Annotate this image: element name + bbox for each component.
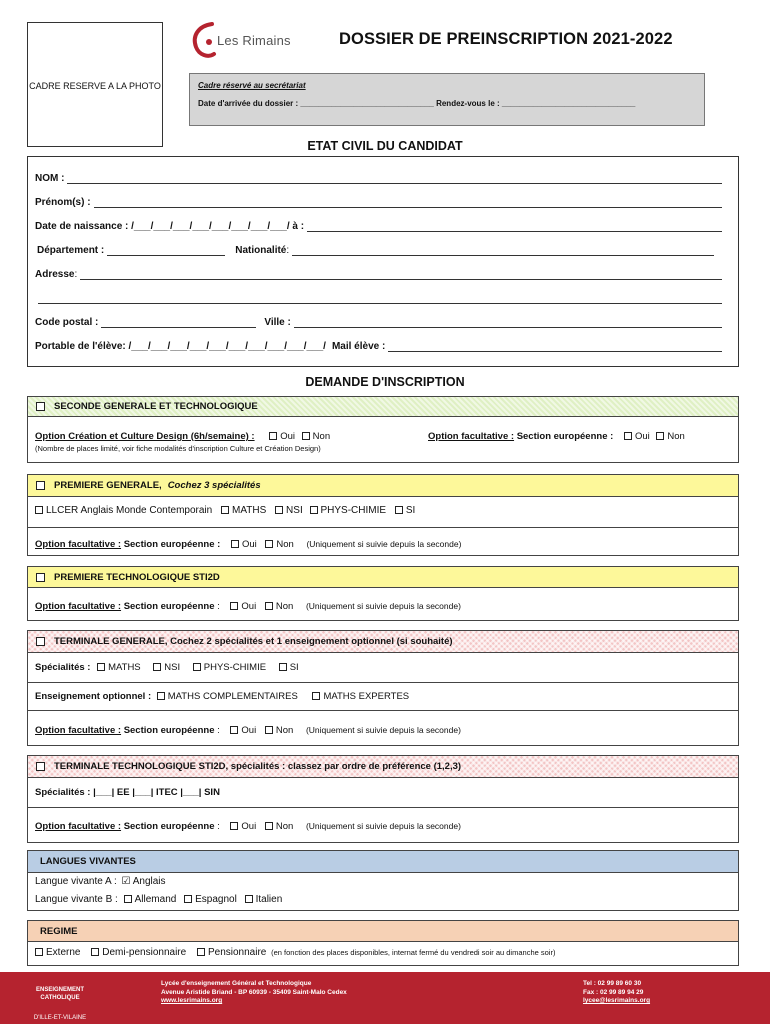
etat-civil-box [27, 156, 739, 367]
naissance-label: Date de naissance : /___/___/___/___/___/___/___/___/ à : [35, 221, 305, 232]
footer-tel: Tel : 02 99 89 60 30 [583, 980, 642, 987]
tg-maths-exp-label: MATHS EXPERTES [323, 691, 410, 702]
ccd-non[interactable] [302, 431, 330, 442]
mail-line[interactable] [388, 342, 722, 352]
premiere-gen-facult-row [35, 539, 731, 550]
terminale-gen-title: TERMINALE GENERALE, Cochez 2 spécialités et 1 enseignement optionnel (si souhaité) [54, 636, 453, 647]
code-postal-line[interactable] [101, 318, 256, 328]
nom-field[interactable] [35, 170, 722, 184]
pt-euro-non-label: Non [275, 601, 294, 612]
tg-divider-2 [28, 710, 738, 711]
premiere-techno-header[interactable] [27, 566, 739, 588]
tg-spec-si-label: SI [289, 662, 299, 673]
prenom-label: Prénom(s) : [35, 197, 91, 208]
adresse-line-2-rule[interactable] [38, 294, 722, 304]
lvb-label: Langue vivante B : [35, 894, 118, 905]
tg-divider-1 [28, 682, 738, 683]
tt-facult-row [35, 821, 731, 832]
regime-note: (en fonction des places disponibles, internat fermé du vendredi soir au dimanche soir) [271, 948, 556, 957]
premiere-gen-specialites [35, 505, 731, 516]
tg-spec-si-checkbox[interactable] [279, 663, 287, 671]
adresse-line-2[interactable] [38, 290, 722, 304]
spec-llcer-label: LLCER Anglais Monde Contemporain [46, 505, 213, 516]
pt-note: (Uniquement si suivie depuis la seconde) [305, 601, 461, 611]
premiere-gen-body [27, 497, 739, 556]
naissance-line[interactable] [307, 222, 722, 232]
regime-demi-label: Demi-pensionnaire [102, 947, 187, 958]
tg-specialites-row [35, 662, 731, 673]
terminale-gen-header[interactable] [27, 630, 739, 653]
regime-pension[interactable] [197, 947, 266, 958]
terminale-techno-header[interactable] [27, 755, 739, 778]
pt-euro-oui-checkbox[interactable] [230, 602, 238, 610]
terminale-techno-title: TERMINALE TECHNOLOGIQUE STI2D, spécialités : classez par ordre de préférence (1,2,3) [54, 761, 462, 772]
tt-euro-non-label: Non [275, 821, 294, 832]
footer-email-link[interactable]: lycee@lesrimains.org [583, 997, 651, 1004]
tg-euro-oui-checkbox[interactable] [230, 726, 238, 734]
langues-header [27, 850, 739, 873]
tg-maths-exp[interactable] [312, 691, 409, 702]
tt-euro-oui[interactable] [230, 821, 256, 832]
tt-specialites-row[interactable]: Spécialités : |___| EE |___| ITEC |___| SIN [35, 787, 220, 798]
pg-euro-non-checkbox[interactable] [265, 540, 273, 548]
tg-spec-maths-checkbox[interactable] [97, 663, 105, 671]
tt-facult-colon: : [214, 821, 220, 832]
tg-note: (Uniquement si suivie depuis la seconde) [305, 725, 461, 735]
regime-body [27, 942, 739, 966]
regime-demi-checkbox[interactable] [91, 948, 99, 956]
pt-euro-non[interactable] [265, 601, 293, 612]
tg-euro-oui[interactable] [230, 725, 256, 736]
premiere-gen-facult-label: Option facultative : [35, 539, 122, 550]
tt-euro-non-checkbox[interactable] [265, 822, 273, 830]
tg-facult-row [35, 725, 731, 736]
prenom-line[interactable] [94, 198, 722, 208]
seconde-body [27, 417, 739, 463]
premiere-gen-header[interactable] [27, 474, 739, 497]
spec-maths[interactable] [221, 505, 266, 516]
lvb-allemand-checkbox[interactable] [124, 895, 132, 903]
ccd-option-label: Option Création et Culture Design (6h/semaine) : [35, 431, 255, 442]
tg-spec-si[interactable] [279, 662, 299, 673]
tg-spec-maths-label: MATHS [108, 662, 141, 673]
pt-euro-non-checkbox[interactable] [265, 602, 273, 610]
nom-line[interactable] [67, 174, 722, 184]
regime-externe-checkbox[interactable] [35, 948, 43, 956]
lvb-allemand-label: Allemand [134, 894, 177, 905]
tg-spec-nsi[interactable] [153, 662, 180, 673]
tg-maths-comp-label: MATHS COMPLEMENTAIRES [167, 691, 298, 702]
seconde-euro-non-checkbox[interactable] [656, 432, 664, 440]
photo-frame-label: CADRE RESERVE A LA PHOTO [29, 81, 161, 91]
spec-physchimie[interactable] [310, 505, 387, 516]
tg-maths-comp[interactable] [157, 691, 298, 702]
langues-title: LANGUES VIVANTES [40, 856, 136, 867]
lva-anglais[interactable] [122, 876, 166, 887]
premiere-gen-checkbox[interactable] [36, 481, 45, 490]
tg-maths-comp-checkbox[interactable] [157, 692, 165, 700]
ccd-non-label: Non [312, 431, 331, 442]
ccd-oui[interactable] [269, 431, 295, 442]
regime-header [27, 920, 739, 942]
tg-spec-nsi-label: NSI [164, 662, 181, 673]
spec-si-checkbox[interactable] [395, 506, 403, 514]
regime-pension-checkbox[interactable] [197, 948, 205, 956]
footer-lycee: Lycée d'enseignement Général et Technologique [161, 980, 312, 987]
tg-spec-maths[interactable] [97, 662, 141, 673]
photo-frame [27, 22, 163, 147]
premiere-techno-title: PREMIERE TECHNOLOGIQUE STI2D [54, 571, 220, 583]
checked-box-icon[interactable]: ☑ [121, 876, 131, 887]
secretariat-line: Date d'arrivée du dossier : ______________________________ Rendez-vous le : ______________________________ [198, 99, 636, 108]
lva-row [35, 876, 731, 887]
tg-euro-non[interactable] [265, 725, 293, 736]
lvb-espagnol-label: Espagnol [195, 894, 237, 905]
tg-enseignement-row [35, 691, 731, 702]
spec-maths-label: MATHS [232, 505, 267, 516]
tg-spec-physchimie-checkbox[interactable] [193, 663, 201, 671]
spec-physchimie-checkbox[interactable] [310, 506, 318, 514]
tt-facult-text: Section européenne [123, 821, 215, 832]
premiere-techno-checkbox[interactable] [36, 573, 45, 582]
footer-logo-line2: D'ILLE-ET-VILAINE [33, 1015, 87, 1021]
logo-swirl-icon [190, 20, 220, 64]
lvb-espagnol-checkbox[interactable] [184, 895, 192, 903]
tt-divider [28, 807, 738, 808]
spec-si-label: SI [405, 505, 416, 516]
regime-title: REGIME [40, 925, 78, 937]
premiere-techno-body [27, 588, 739, 621]
lvb-italien-label: Italien [255, 894, 283, 905]
footer-logo-line1: ENSEIGNEMENT CATHOLIQUE [35, 987, 84, 1001]
pt-facult-label: Option facultative : [35, 601, 122, 612]
lva-anglais-label: Anglais [132, 876, 166, 887]
terminale-techno-body [27, 778, 739, 843]
departement-nationalite-field[interactable] [35, 242, 722, 256]
lva-label: Langue vivante A : [35, 876, 117, 887]
adresse-field[interactable] [35, 266, 722, 280]
school-logo [190, 20, 300, 70]
demande-heading: DEMANDE D'INSCRIPTION [305, 375, 465, 389]
portable-mail-field[interactable] [35, 338, 722, 352]
footer-fax: Fax : 02 99 89 94 29 [583, 988, 644, 996]
naissance-field[interactable] [35, 218, 722, 232]
seconde-euro-oui[interactable] [624, 431, 650, 442]
seconde-checkbox[interactable] [36, 402, 45, 411]
nationalite-colon: : [286, 245, 290, 256]
spec-nsi-checkbox[interactable] [275, 506, 283, 514]
tg-spec-label: Spécialités : [35, 662, 91, 673]
seconde-facult-text: Section européenne : [516, 431, 614, 442]
tg-facult-text: Section européenne [123, 725, 215, 736]
regime-pension-label: Pensionnaire [207, 947, 267, 958]
tg-maths-exp-checkbox[interactable] [312, 692, 320, 700]
tg-euro-non-checkbox[interactable] [265, 726, 273, 734]
page-title: DOSSIER DE PREINSCRIPTION 2021-2022 [339, 30, 673, 48]
spec-physchimie-label: PHYS-CHIMIE [320, 505, 387, 516]
tg-facult-label: Option facultative : [35, 725, 122, 736]
footer-contact-block [583, 980, 650, 1006]
lvb-allemand[interactable] [124, 894, 177, 905]
spec-nsi-label: NSI [286, 505, 303, 516]
tg-facult-colon: : [214, 725, 220, 736]
footer-address-block [161, 980, 347, 1006]
tt-euro-oui-checkbox[interactable] [230, 822, 238, 830]
seconde-euro-non[interactable] [656, 431, 684, 442]
etat-civil-heading: ETAT CIVIL DU CANDIDAT [307, 139, 463, 153]
lvb-italien[interactable] [245, 894, 283, 905]
pg-euro-oui-label: Oui [241, 539, 257, 550]
adresse-label: Adresse [35, 269, 75, 280]
code-postal-label: Code postal : [35, 317, 99, 328]
seconde-header[interactable] [27, 396, 739, 417]
regime-demi[interactable] [91, 947, 186, 958]
seconde-title: SECONDE GENERALE ET TECHNOLOGIQUE [54, 401, 258, 412]
tt-facult-label: Option facultative : [35, 821, 122, 832]
seconde-euro-non-label: Non [667, 431, 685, 442]
spec-llcer-checkbox[interactable] [35, 506, 43, 514]
nationalite-line[interactable] [292, 246, 714, 256]
lvb-espagnol[interactable] [184, 894, 237, 905]
premiere-gen-facult-text: Section européenne : [123, 539, 221, 550]
pt-euro-oui-label: Oui [241, 601, 257, 612]
tg-ens-label: Enseignement optionnel : [35, 691, 152, 702]
seconde-euro-oui-checkbox[interactable] [624, 432, 632, 440]
logo-text: Les Rimains [217, 33, 291, 48]
portable-label: Portable de l'élève: /___/___/___/___/___/___/___/___/___/___/ [35, 341, 326, 352]
ville-label: Ville : [264, 317, 291, 328]
pg-euro-oui[interactable] [231, 539, 257, 550]
ccd-oui-checkbox[interactable] [269, 432, 277, 440]
ville-line[interactable] [294, 318, 722, 328]
nom-label: NOM : [35, 173, 65, 184]
lvb-italien-checkbox[interactable] [245, 895, 253, 903]
pg-euro-oui-checkbox[interactable] [231, 540, 239, 548]
spec-si[interactable] [395, 505, 415, 516]
pt-facult-colon: : [214, 601, 220, 612]
footer-address: Avenue Aristide Briand - BP 60939 - 35409 Saint-Malo Cedex [161, 988, 347, 996]
prenom-field[interactable] [35, 194, 722, 208]
nationalite-label: Nationalité [235, 245, 287, 256]
adresse-colon: : [74, 269, 78, 280]
pt-facult-text: Section européenne [123, 601, 215, 612]
seconde-facult-row [428, 431, 731, 442]
spec-llcer[interactable] [35, 505, 212, 516]
pg-euro-non-label: Non [276, 539, 294, 550]
enseignement-catholique-logo [30, 986, 90, 1022]
pt-euro-oui[interactable] [230, 601, 256, 612]
tg-spec-physchimie[interactable] [193, 662, 266, 673]
seconde-note: (Nombre de places limité, voir fiche modalités d'inscription Culture et Création Design) [35, 444, 321, 453]
adresse-line[interactable] [80, 270, 722, 280]
premiere-gen-divider [28, 527, 738, 528]
regime-row [35, 947, 731, 958]
secretariat-box [189, 73, 705, 126]
seconde-euro-oui-label: Oui [634, 431, 650, 442]
tt-euro-oui-label: Oui [241, 821, 257, 832]
premiere-techno-facult-row [35, 601, 731, 612]
tg-spec-nsi-checkbox[interactable] [153, 663, 161, 671]
pg-note: (Uniquement si suivie depuis la seconde) [306, 539, 462, 549]
cp-ville-field[interactable] [35, 314, 722, 328]
departement-label: Département : [37, 245, 105, 256]
tt-note: (Uniquement si suivie depuis la seconde) [305, 821, 461, 831]
tg-euro-non-label: Non [275, 725, 294, 736]
pg-euro-non[interactable] [265, 539, 293, 550]
lvb-row [35, 894, 731, 905]
spec-nsi[interactable] [275, 505, 303, 516]
footer-web-link[interactable]: www.lesrimains.org [161, 997, 223, 1004]
premiere-gen-title-italic: Cochez 3 spécialités [167, 480, 261, 491]
tg-spec-physchimie-label: PHYS-CHIMIE [203, 662, 267, 673]
tt-euro-non[interactable] [265, 821, 293, 832]
terminale-techno-checkbox[interactable] [36, 762, 45, 771]
terminale-gen-checkbox[interactable] [36, 637, 45, 646]
terminale-gen-body [27, 653, 739, 746]
ccd-oui-label: Oui [280, 431, 296, 442]
footer [0, 972, 770, 1024]
langues-body [27, 873, 739, 911]
secretariat-title: Cadre réservé au secrétariat [198, 81, 306, 90]
ccd-non-checkbox[interactable] [302, 432, 310, 440]
regime-externe[interactable] [35, 947, 80, 958]
tg-euro-oui-label: Oui [241, 725, 257, 736]
departement-line[interactable] [107, 246, 225, 256]
seconde-facult-label: Option facultative : [428, 431, 515, 442]
mail-label: Mail élève : [331, 341, 386, 352]
premiere-gen-title: PREMIERE GENERALE, [54, 480, 162, 491]
spec-maths-checkbox[interactable] [221, 506, 229, 514]
regime-externe-label: Externe [46, 947, 81, 958]
